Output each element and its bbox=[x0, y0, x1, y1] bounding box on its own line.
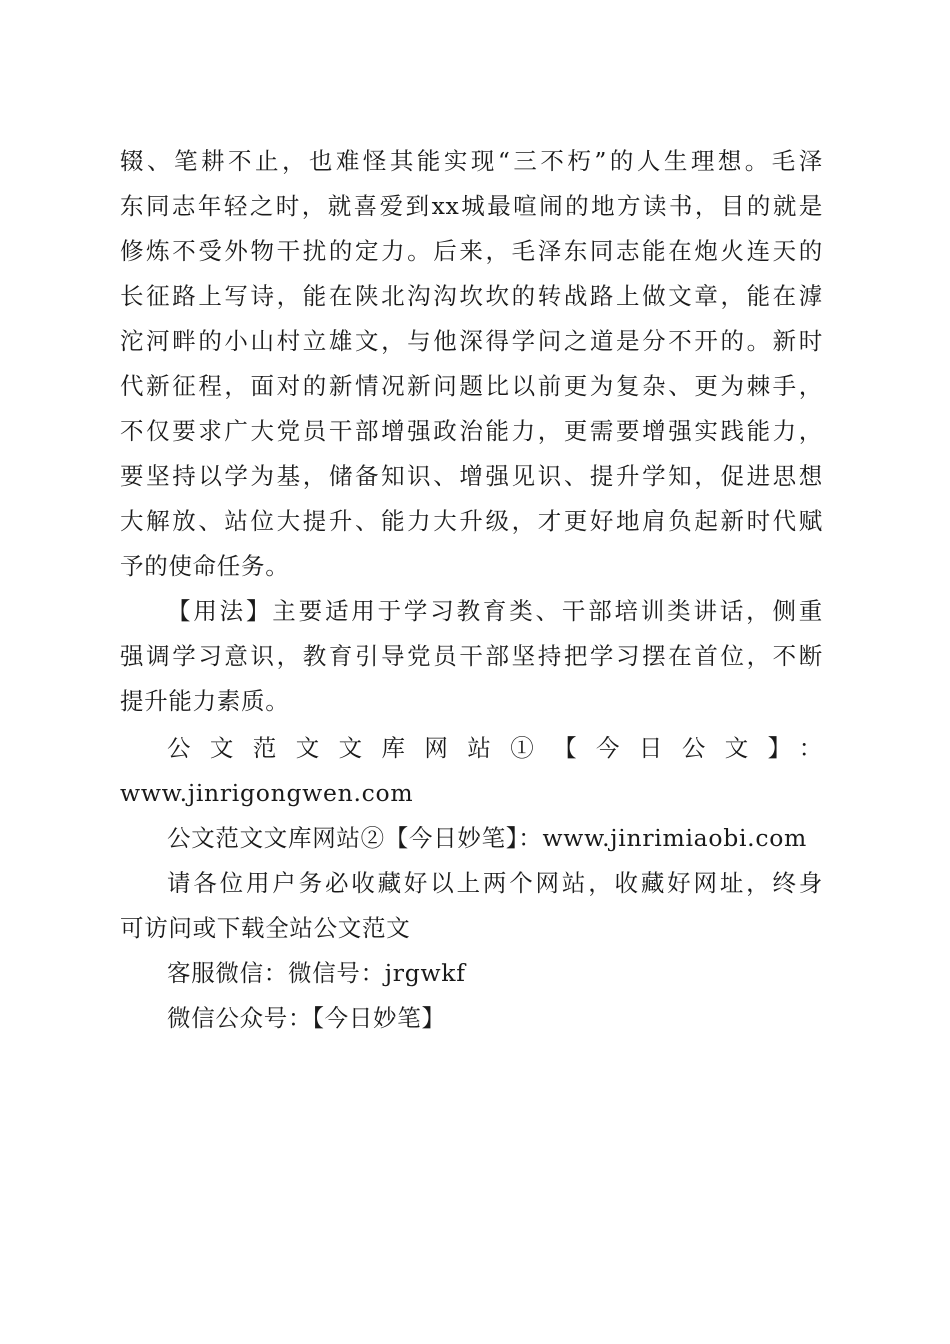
site1-label: 公文范文文库网站①【今日公文】： bbox=[167, 734, 823, 762]
notice-line: 可访问或下载全站公文范文 bbox=[120, 914, 411, 942]
paragraph-line: 提升能力素质。 bbox=[120, 687, 290, 715]
notice-line: 请各位用户务必收藏好以上两个网站，收藏好网址，终身 bbox=[167, 869, 823, 897]
paragraph-line: 予的使命任务。 bbox=[120, 552, 290, 580]
site2-line[interactable]: 公文范文文库网站②【今日妙笔】：www.jinrimiaobi.com bbox=[167, 824, 808, 852]
footer-info bbox=[120, 726, 823, 1041]
paragraph-2-usage bbox=[120, 589, 823, 724]
site1-url[interactable]: www.jinrigongwen.com bbox=[120, 779, 414, 807]
paragraph-line: 强调学习意识，教育引导党员干部坚持把学习摆在首位，不断 bbox=[120, 642, 823, 670]
paragraph-line: 【用法】主要适用于学习教育类、干部培训类讲话，侧重 bbox=[167, 597, 823, 625]
paragraph-line: 长征路上写诗，能在陕北沟沟坎坎的转战路上做文章，能在滹 bbox=[120, 282, 823, 310]
paragraph-line: 大解放、站位大提升、能力大升级，才更好地肩负起新时代赋 bbox=[120, 507, 823, 535]
paragraph-line: 修炼不受外物干扰的定力。后来，毛泽东同志能在炮火连天的 bbox=[120, 237, 823, 265]
paragraph-line: 代新征程，面对的新情况新问题比以前更为复杂、更为棘手， bbox=[120, 372, 823, 400]
service-wechat: 客服微信：微信号：jrgwkf bbox=[167, 959, 466, 987]
paragraph-line: 不仅要求广大党员干部增强政治能力，更需要增强实践能力， bbox=[120, 417, 823, 445]
paragraph-line: 沱河畔的小山村立雄文，与他深得学问之道是分不开的。新时 bbox=[120, 327, 823, 355]
paragraph-line: 辍、笔耕不止，也难怪其能实现“三不朽”的人生理想。毛泽 bbox=[120, 147, 823, 175]
paragraph-line: 东同志年轻之时，就喜爱到xx城最喧闹的地方读书，目的就是 bbox=[120, 192, 823, 220]
paragraph-1 bbox=[120, 139, 823, 589]
document-body bbox=[120, 139, 823, 1041]
official-account: 微信公众号：【今日妙笔】 bbox=[167, 1004, 446, 1032]
paragraph-line: 要坚持以学为基，储备知识、增强见识、提升学知，促进思想 bbox=[120, 462, 823, 490]
